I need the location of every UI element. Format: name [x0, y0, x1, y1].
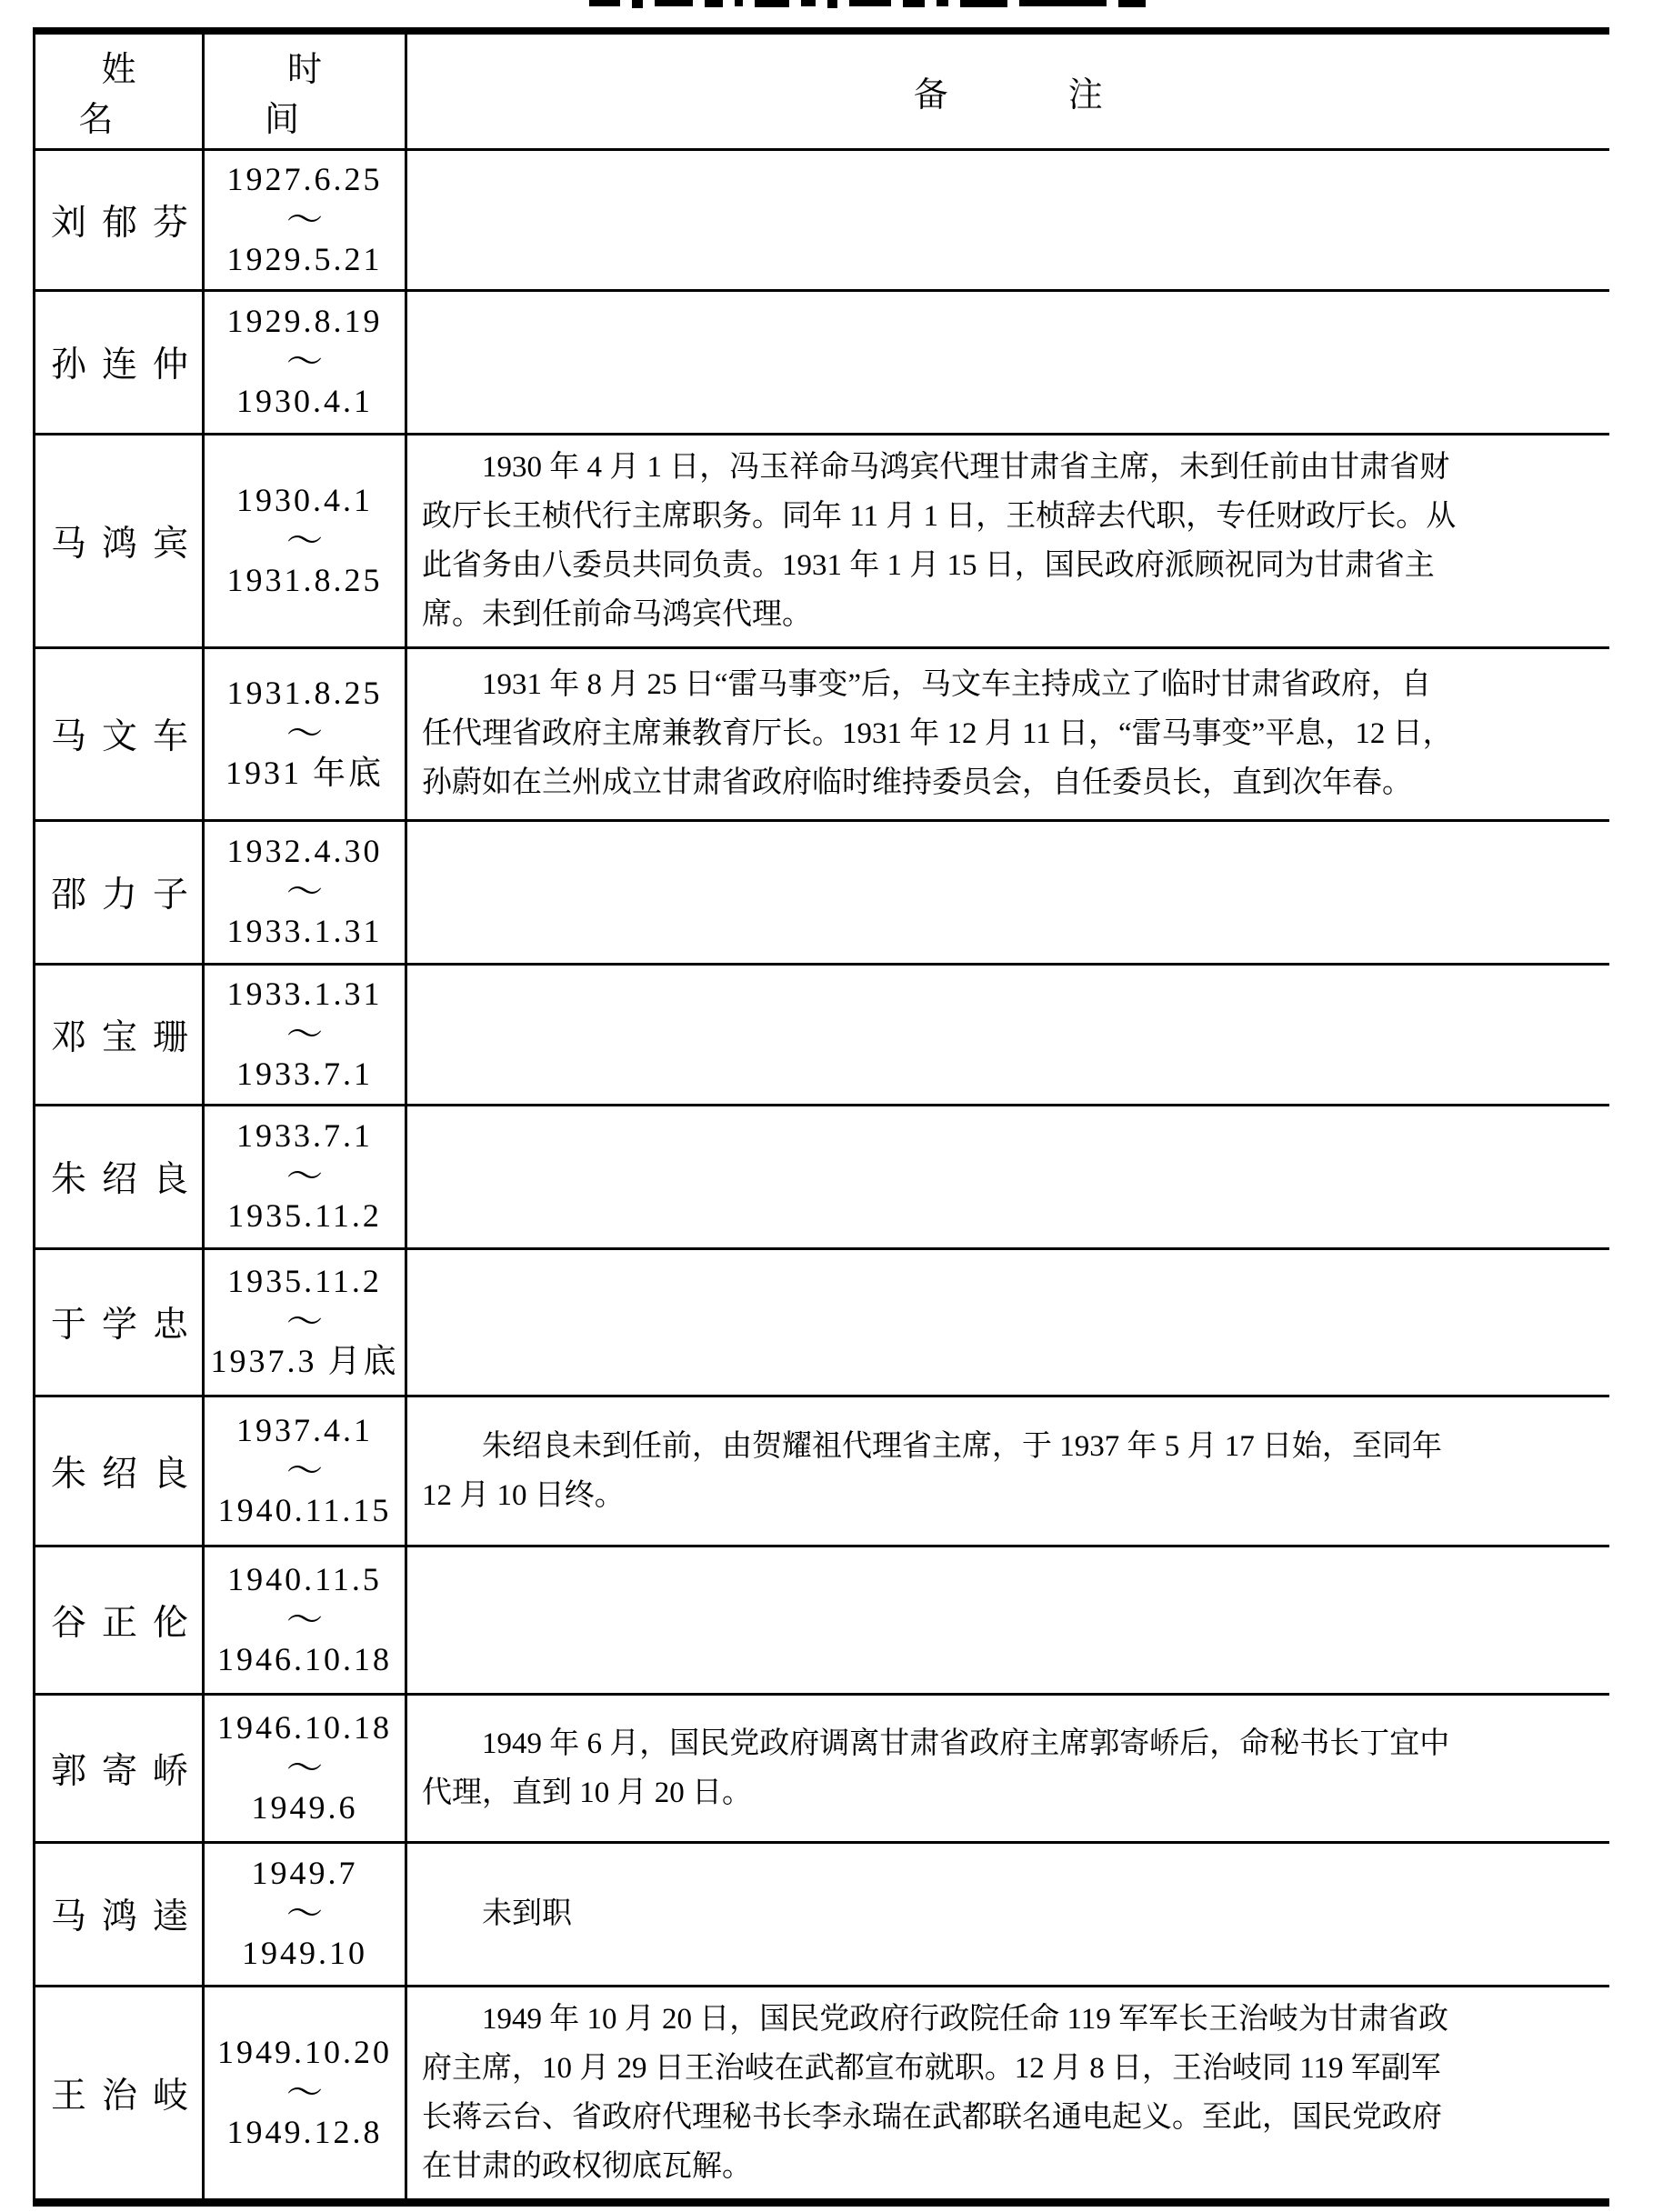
note-cell	[406, 820, 1609, 964]
person-name: 王治岐	[51, 2076, 205, 2116]
time-cell	[204, 1396, 406, 1546]
person-name: 马鸿宾	[51, 524, 205, 564]
end-date: 1929.5.21	[226, 240, 383, 277]
table-row	[35, 1842, 1609, 1986]
note-line: 代理，直到 10 月 20 日。	[422, 1776, 752, 1809]
start-date: 1927.6.25	[226, 160, 383, 197]
note-cell	[406, 1396, 1609, 1546]
start-date: 1929.8.19	[226, 303, 383, 340]
header-label-name: 姓名	[78, 51, 182, 140]
header-cell-name	[35, 31, 204, 149]
name-cell	[35, 434, 204, 647]
note-line: 长蒋云台、省政府代理秘书长李永瑞在武都联名通电起义。至此，国民党政府	[422, 2100, 1442, 2134]
tilde-separator: ～	[286, 1747, 323, 1788]
name-cell	[35, 1694, 204, 1842]
time-cell	[204, 820, 406, 964]
table-row	[35, 647, 1609, 820]
tilde-separator: ～	[286, 1598, 323, 1640]
start-date: 1940.11.5	[227, 1560, 382, 1597]
tilde-separator: ～	[286, 1013, 323, 1055]
time-range	[205, 971, 405, 1098]
person-name: 朱绍良	[51, 1454, 205, 1494]
name-cell	[35, 820, 204, 964]
time-cell	[204, 1842, 406, 1986]
note-line: 在甘肃的政权彻底瓦解。	[422, 2149, 752, 2183]
end-date: 1931 年底	[225, 755, 384, 792]
time-cell	[204, 964, 406, 1105]
person-name: 朱绍良	[51, 1160, 205, 1199]
end-date: 1946.10.18	[217, 1640, 392, 1677]
note-cell	[406, 434, 1609, 647]
start-date: 1949.7	[251, 1855, 358, 1892]
name-cell	[35, 964, 204, 1105]
table-row	[35, 1694, 1609, 1842]
table-row	[35, 290, 1609, 434]
tilde-separator: ～	[286, 341, 323, 382]
name-cell	[35, 1986, 204, 2202]
note-line: 1949 年 6 月，国民党政府调离甘肃省政府主席郭寄峤后，命秘书长丁宜中	[482, 1727, 1450, 1760]
tilde-separator: ～	[286, 1156, 323, 1196]
time-range	[205, 1113, 405, 1240]
time-range	[205, 2029, 405, 2157]
end-date: 1931.8.25	[226, 561, 383, 598]
table-header	[35, 31, 1609, 149]
note-cell	[406, 1694, 1609, 1842]
person-name: 马鸿逵	[51, 1897, 205, 1937]
table-row	[35, 1105, 1609, 1248]
table-row	[35, 820, 1609, 964]
name-cell	[35, 1842, 204, 1986]
name-cell	[35, 1546, 204, 1694]
table-body	[35, 149, 1609, 2202]
end-date: 1940.11.15	[217, 1491, 392, 1528]
name-cell	[35, 290, 204, 434]
note-line: 1949 年 10 月 20 日，国民党政府行政院任命 119 军军长王治岐为甘肃省政	[482, 2002, 1449, 2036]
header-row	[35, 31, 1609, 149]
note-cell	[406, 1546, 1609, 1694]
time-range	[205, 1705, 405, 1832]
time-range	[205, 1407, 405, 1535]
person-name: 马文车	[51, 717, 205, 756]
header-label-time: 时间	[264, 51, 367, 140]
note-line: 1931 年 8 月 25 日“雷马事变”后，马文车主持成立了临时甘肃省政府，自	[482, 668, 1432, 701]
table-row	[35, 1248, 1609, 1396]
table-row	[35, 964, 1609, 1105]
time-range	[205, 1850, 405, 1977]
time-range	[205, 1556, 405, 1684]
name-cell	[35, 1396, 204, 1546]
clipped-caption-artifact	[589, 0, 1153, 8]
time-cell	[204, 1105, 406, 1248]
note-line: 政厅长王桢代行主席职务。同年 11 月 1 日，王桢辞去代职，专任财政厅长。从	[422, 499, 1457, 533]
note-cell	[406, 1105, 1609, 1248]
note-line: 任代理省政府主席兼教育厅长。1931 年 12 月 11 日，“雷马事变”平息，12 日，	[422, 717, 1453, 750]
note-cell	[406, 964, 1609, 1105]
end-date: 1930.4.1	[236, 383, 373, 420]
note-line: 席。未到任前命马鸿宾代理。	[422, 597, 812, 631]
tilde-separator: ～	[286, 198, 323, 240]
name-cell	[35, 149, 204, 290]
end-date: 1933.1.31	[226, 913, 383, 950]
note-line: 12 月 10 日终。	[422, 1478, 625, 1512]
table-row	[35, 149, 1609, 290]
header-label-note: 备注	[913, 75, 1223, 115]
tilde-separator: ～	[286, 1893, 323, 1934]
tilde-separator: ～	[286, 519, 323, 561]
note-cell	[406, 290, 1609, 434]
end-date: 1949.10	[242, 1935, 367, 1972]
time-cell	[204, 1694, 406, 1842]
time-range	[205, 670, 405, 797]
tilde-separator: ～	[286, 1301, 323, 1342]
start-date: 1930.4.1	[236, 481, 373, 518]
person-name: 谷正伦	[51, 1603, 205, 1643]
name-cell	[35, 1248, 204, 1396]
note-cell	[406, 1986, 1609, 2202]
time-range	[205, 298, 405, 425]
name-cell	[35, 647, 204, 820]
note-line: 朱绍良未到任前，由贺耀祖代理省主席，于 1937 年 5 月 17 日始，至同年	[482, 1429, 1442, 1463]
time-cell	[204, 434, 406, 647]
time-range	[205, 828, 405, 956]
person-name: 孙连仲	[51, 345, 205, 385]
note-line: 此省务由八委员共同负责。1931 年 1 月 15 日，国民政府派顾祝同为甘肃省主	[422, 548, 1435, 582]
time-range	[205, 156, 405, 284]
start-date: 1933.1.31	[226, 975, 383, 1012]
start-date: 1946.10.18	[217, 1708, 392, 1746]
start-date: 1932.4.30	[226, 833, 383, 870]
time-cell	[204, 1546, 406, 1694]
time-cell	[204, 290, 406, 434]
tilde-separator: ～	[286, 713, 323, 754]
note-cell	[406, 149, 1609, 290]
note-line: 府主席，10 月 29 日王治岐在武都宣布就职。12 月 8 日，王治岐同 119 军副军	[422, 2051, 1441, 2085]
end-date: 1949.12.8	[226, 2113, 383, 2150]
table-row	[35, 434, 1609, 647]
person-name: 于学忠	[51, 1306, 205, 1345]
start-date: 1931.8.25	[226, 675, 383, 712]
time-cell	[204, 1986, 406, 2202]
note-cell	[406, 1842, 1609, 1986]
start-date: 1949.10.20	[217, 2033, 392, 2070]
name-cell	[35, 1105, 204, 1248]
start-date: 1935.11.2	[227, 1263, 382, 1300]
end-date: 1935.11.2	[227, 1197, 382, 1235]
note-line: 未到职	[482, 1897, 572, 1930]
start-date: 1933.7.1	[236, 1117, 373, 1155]
note-cell	[406, 1248, 1609, 1396]
time-range	[205, 477, 405, 605]
tilde-separator: ～	[286, 1449, 323, 1491]
end-date: 1933.7.1	[236, 1055, 373, 1092]
start-date: 1937.4.1	[236, 1411, 373, 1448]
time-cell	[204, 647, 406, 820]
time-cell	[204, 1248, 406, 1396]
governors-table	[33, 27, 1609, 2207]
note-line: 1930 年 4 月 1 日，冯玉祥命马鸿宾代理甘肃省主席，未到任前由甘肃省财	[482, 450, 1450, 484]
person-name: 邓宝珊	[51, 1017, 205, 1057]
table-row	[35, 1986, 1609, 2202]
person-name: 郭寄峤	[51, 1751, 205, 1791]
end-date: 1949.6	[251, 1788, 358, 1826]
note-cell	[406, 647, 1609, 820]
tilde-separator: ～	[286, 871, 323, 912]
table-row	[35, 1396, 1609, 1546]
header-cell-time	[204, 31, 406, 149]
note-line: 孙蔚如在兰州成立甘肃省政府临时维持委员会，自任委员长，直到次年春。	[422, 766, 1412, 799]
person-name: 刘郁芬	[51, 203, 205, 243]
time-range	[205, 1258, 405, 1386]
tilde-separator: ～	[286, 2071, 323, 2113]
header-cell-note	[406, 31, 1609, 149]
end-date: 1937.3 月底	[210, 1343, 399, 1380]
table-row	[35, 1546, 1609, 1694]
person-name: 邵力子	[51, 876, 205, 915]
time-cell	[204, 149, 406, 290]
